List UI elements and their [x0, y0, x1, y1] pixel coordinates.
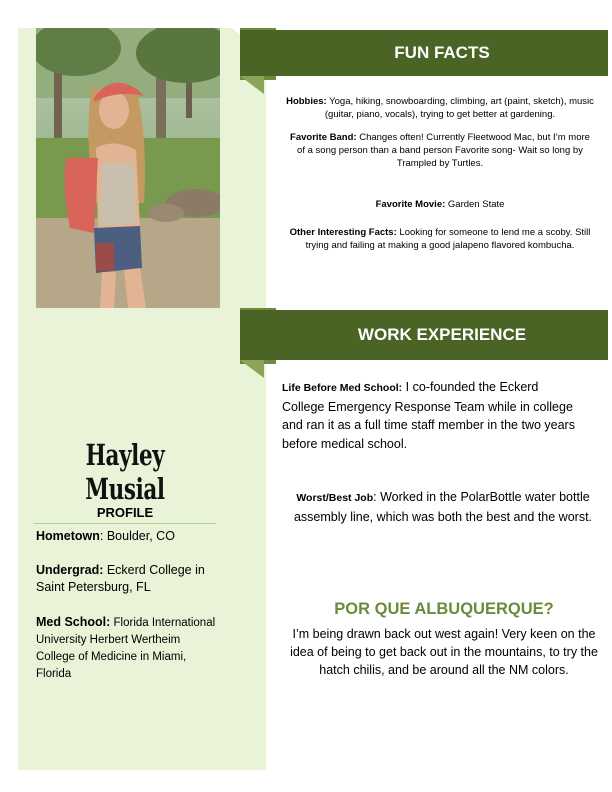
- work-experience-heading: WORK EXPERIENCE: [357, 325, 527, 344]
- before-label: Life Before Med School:: [282, 382, 403, 394]
- hometown-label: Hometown: [36, 529, 100, 543]
- hobbies-label: Hobbies:: [286, 96, 327, 107]
- por-que-heading: POR QUE ALBUQUERQUE?: [334, 600, 554, 618]
- other-label: Other Interesting Facts:: [289, 227, 397, 238]
- hobbies-value: Yoga, hiking, snowboarding, climbing, art (paint, sketch), music (guitar, piano, vocals), trying to get better at gardening.: [324, 96, 594, 120]
- fact-hobbies: [282, 95, 598, 121]
- hometown-value: : Boulder, CO: [99, 529, 175, 543]
- undergrad-label: Undergrad:: [36, 563, 104, 577]
- before-value: I co-founded the Eckerd College Emergency Response Team while in college and ran it as a full time staff member in the two years before medical school.: [282, 380, 575, 451]
- profile-divider: [34, 523, 216, 524]
- person-name: Hayley Musial: [85, 438, 165, 506]
- por-que-text: I’m being drawn back out west again! Very keen on the idea of being to get back out in the mountains, to try the hatch chilis, and be around all the NM colors.: [290, 627, 598, 677]
- profile-medschool: [36, 614, 216, 682]
- profile-hometown: [36, 528, 226, 545]
- fact-band: [290, 131, 590, 170]
- movie-value: Garden State: [445, 199, 505, 210]
- band-value: Changes often! Currently Fleetwood Mac, but I’m more of a song person than a band person Favorite song- Wait so long by Trampled by Turtles.: [297, 132, 590, 169]
- profile-undergrad: [36, 562, 226, 596]
- fun-facts-banner-tail: [240, 76, 264, 94]
- medschool-label: Med School:: [36, 615, 111, 629]
- fact-other: [284, 226, 596, 252]
- movie-label: Favorite Movie:: [375, 199, 446, 210]
- fun-facts-banner: [240, 30, 608, 76]
- fact-movie: [290, 198, 590, 211]
- work-worst-best-job: [288, 488, 598, 526]
- profile-heading: PROFILE: [96, 505, 154, 520]
- portrait-photo-icon: [36, 28, 220, 308]
- work-banner-tail: [240, 360, 264, 378]
- work-before-med-school: [282, 378, 582, 453]
- fun-facts-heading: FUN FACTS: [394, 43, 490, 62]
- work-experience-banner: [240, 310, 608, 360]
- other-value: Looking for someone to lend me a scoby. Still trying and failing at making a good jalapeno flavored kombucha.: [305, 227, 591, 251]
- job-value: : Worked in the PolarBottle water bottle assembly line, which was both the best and the worst.: [293, 490, 593, 524]
- job-label: Worst/Best Job: [296, 492, 374, 504]
- band-label: Favorite Band:: [290, 132, 357, 143]
- medschool-value: Florida International University Herbert Wertheim College of Medicine in Miami, Florida: [36, 617, 216, 680]
- undergrad-value: Eckerd College in Saint Petersburg, FL: [36, 563, 205, 594]
- portrait-photo: [36, 28, 220, 308]
